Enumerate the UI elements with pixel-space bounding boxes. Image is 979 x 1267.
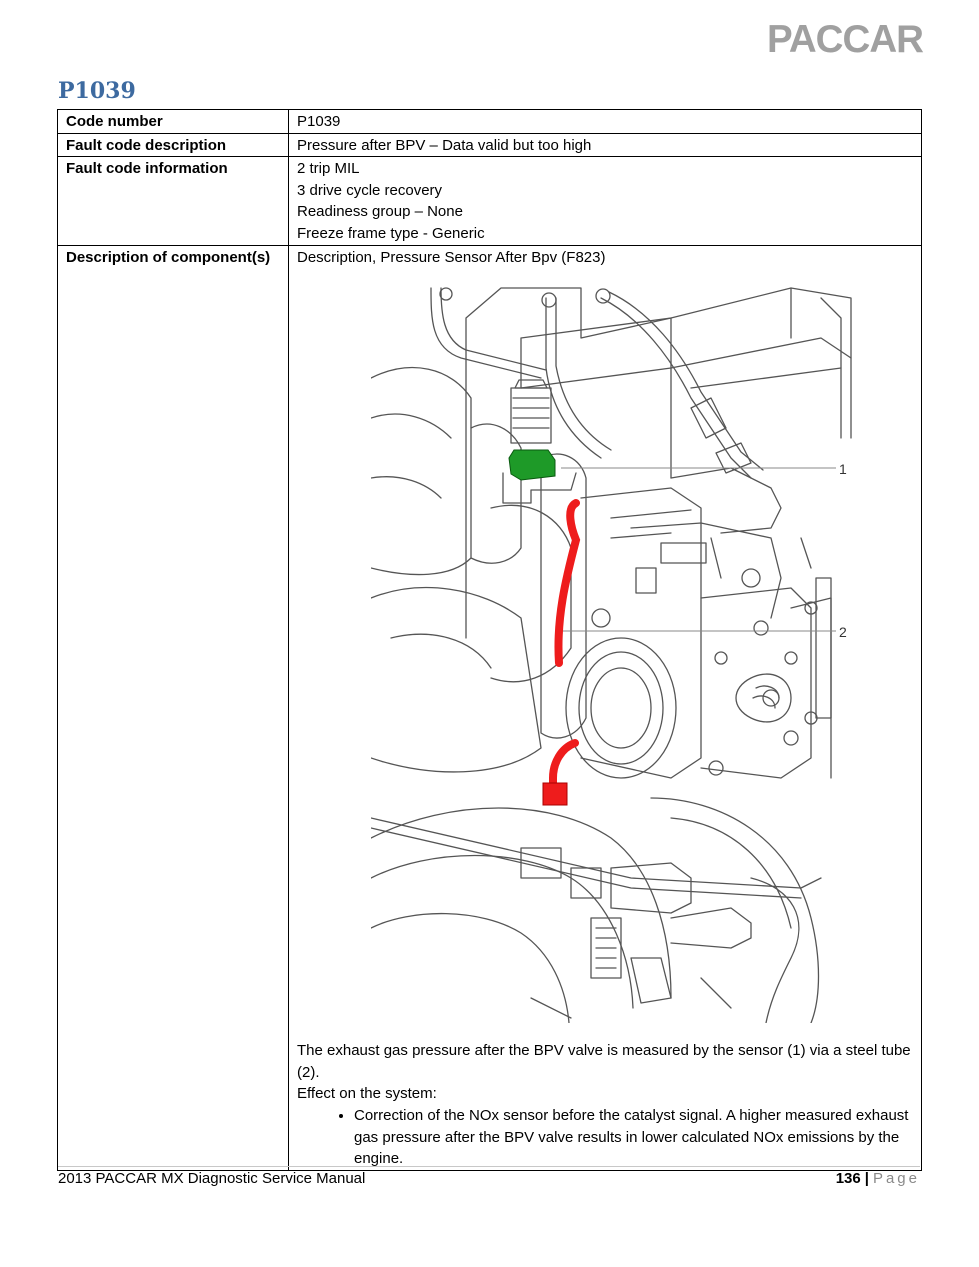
pressure-sensor-highlight: [509, 450, 555, 480]
page-footer: [58, 1166, 920, 1187]
component-description-label: Description of component(s): [58, 245, 289, 1170]
fault-code-table: [57, 109, 922, 1171]
component-title: Description, Pressure Sensor After Bpv (F823): [297, 248, 606, 266]
paccar-logo: [766, 18, 924, 58]
info-line: Readiness group – None: [297, 203, 463, 221]
table-row: [58, 133, 922, 157]
info-line: 2 trip MIL: [297, 160, 360, 178]
engine-linework: [371, 288, 851, 1023]
callout-1-label: 1: [839, 461, 847, 478]
component-description-value: [289, 245, 922, 1170]
info-line: Freeze frame type - Generic: [297, 224, 485, 242]
code-number-value: P1039: [289, 110, 922, 134]
engine-diagram: [371, 278, 891, 1023]
logo-text: PACCAR: [767, 18, 924, 58]
callout-2-label: 2: [839, 624, 847, 641]
code-number-label: Code number: [58, 110, 289, 134]
fault-description-value: Pressure after BPV – Data valid but too high: [289, 133, 922, 157]
page-number: 136: [835, 1170, 861, 1187]
page-indicator: [836, 1170, 920, 1187]
effects-list: [297, 1105, 913, 1170]
effect-heading: Effect on the system:: [297, 1085, 437, 1103]
manual-title: 2013 PACCAR MX Diagnostic Service Manual: [58, 1170, 366, 1187]
tube-fitting-highlight: [543, 783, 567, 805]
list-item: • Correction of the NOx sensor before the catalyst signal. A higher measured exhaust gas pressure after the BPV valve results in lower calculated NOx emissions by the engine.: [354, 1105, 913, 1170]
component-body-text: The exhaust gas pressure after the BPV valve is measured by the sensor (1) via a steel tube (2).: [297, 1042, 911, 1081]
info-line: 3 drive cycle recovery: [297, 181, 443, 199]
fault-information-value: [289, 157, 922, 245]
fault-information-label: Fault code information: [58, 157, 289, 245]
page-title: P1039: [58, 78, 136, 104]
steel-tube-highlight: [558, 503, 576, 663]
page-separator: |: [864, 1170, 869, 1187]
page-word: Page: [872, 1170, 920, 1187]
table-row: [58, 245, 922, 1170]
table-row: [58, 110, 922, 134]
table-row: [58, 157, 922, 245]
paccar-logo-icon: [766, 18, 924, 58]
fault-description-label: Fault code description: [58, 133, 289, 157]
